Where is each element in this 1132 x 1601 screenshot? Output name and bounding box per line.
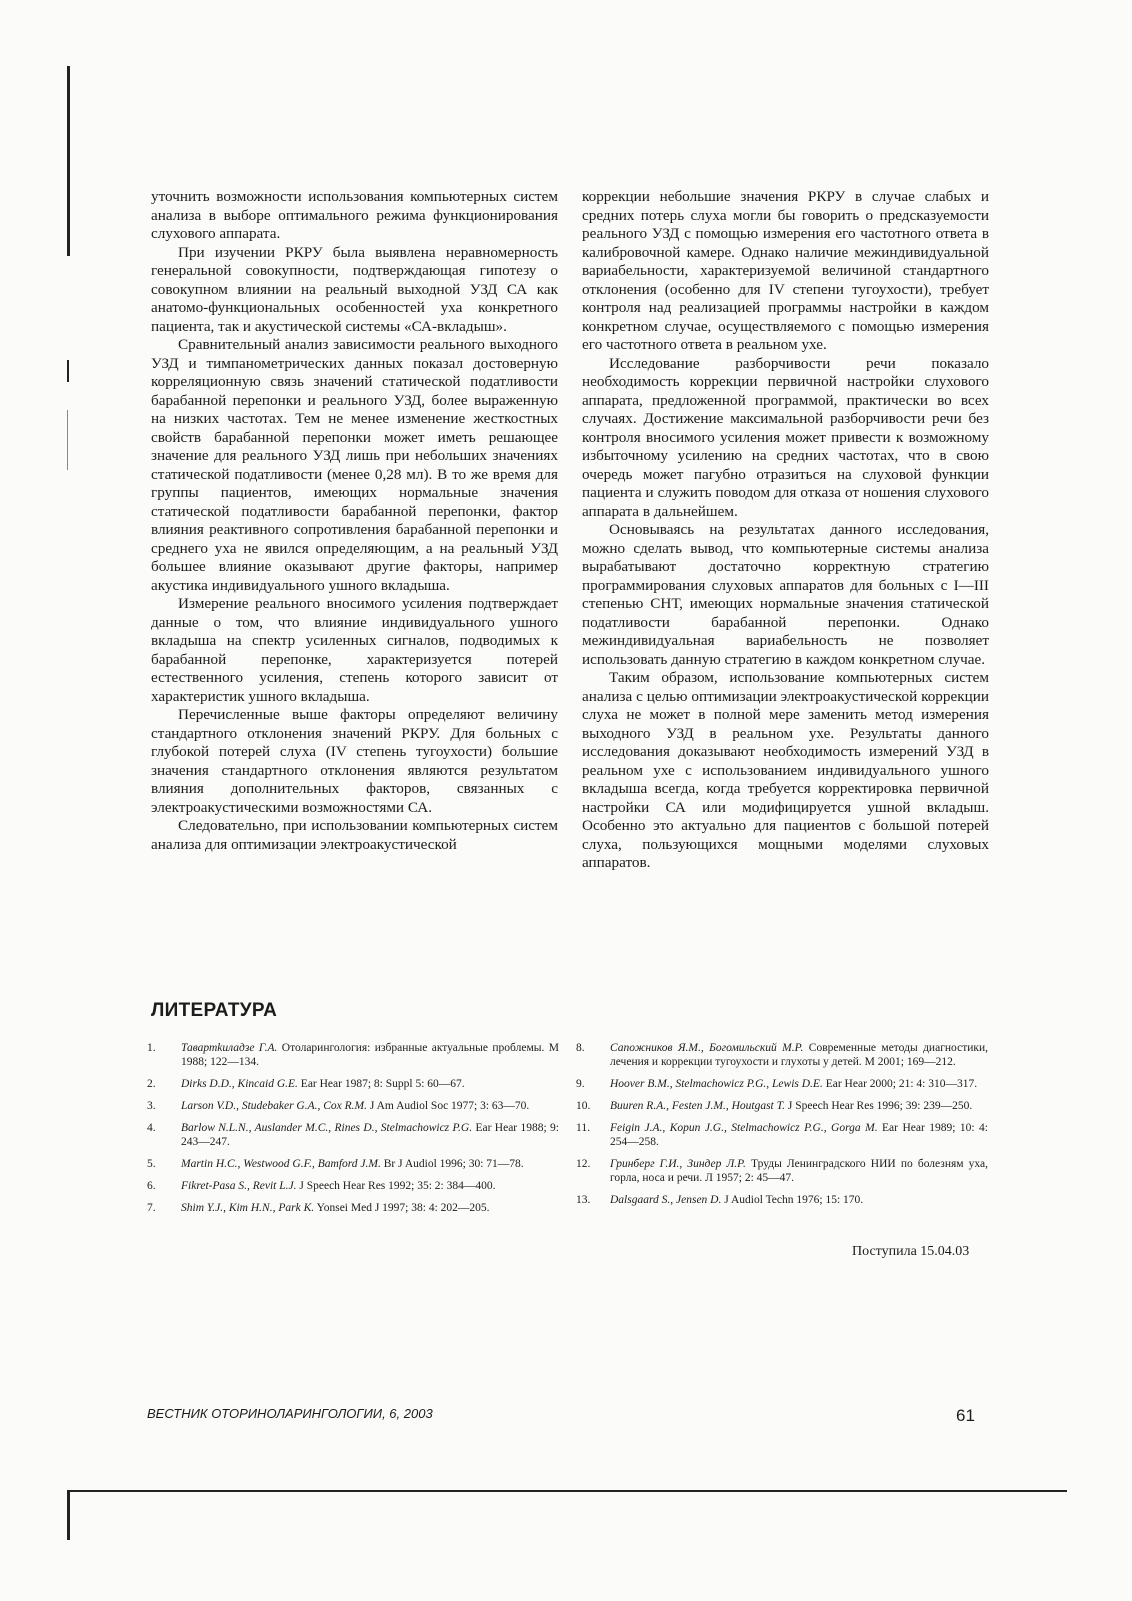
reference-item — [147, 1121, 559, 1149]
reference-item — [576, 1099, 988, 1113]
scan-mark-left-tick — [67, 360, 69, 382]
paragraph: уточнить возможности использования компьютерных систем анализа в выборе оптимального режима функционирования слухового аппарата. — [151, 188, 558, 242]
reference-number: 6. — [147, 1180, 156, 1192]
reference-number: 7. — [147, 1202, 156, 1214]
reference-number: 5. — [147, 1158, 156, 1170]
references-heading: ЛИТЕРАТУРА — [151, 1000, 278, 1021]
reference-source: Yonsei Med J 1997; 38: 4: 202—205. — [314, 1202, 490, 1214]
received-date: Поступила 15.04.03 — [852, 1244, 970, 1259]
reference-number: 8. — [576, 1042, 585, 1054]
reference-source: Br J Audiol 1996; 30: 71—78. — [380, 1158, 524, 1170]
page-number: 61 — [956, 1406, 975, 1425]
paragraph: При изучении РКРУ была выявлена неравномерность генеральной совокупности, подтверждающая гипотезу о совокупном влиянии на реальный выходной УЗД СА как анатомо-функциональных особенностей уха конкретного пациента, так и акустической системы «СА-вкладыш». — [151, 243, 558, 335]
reference-authors: Shim Y.J., Kim H.N., Park K. — [181, 1202, 315, 1214]
reference-authors: Barlow N.L.N., Auslander M.C., Rines D., Stelmachowicz P.G. — [181, 1122, 473, 1134]
reference-authors: Buuren R.A., Festen J.M., Houtgast T. — [610, 1100, 786, 1112]
reference-item — [576, 1193, 988, 1207]
reference-source: J Am Audiol Soc 1977; 3: 63—70. — [367, 1100, 530, 1112]
reference-item — [147, 1201, 559, 1215]
paragraph: Основываясь на результатах данного исследования, можно сделать вывод, что компьютерные системы анализа вырабатывают достаточно корректную стратегию программирования слуховых аппаратов для больных с I—III степенью СНТ, имеющих нормальные значения статической податливости барабанной перепонки. Однако межиндивидуальная вариабельность не позволяет использовать данную стратегию в каждом конкретном случае. — [582, 521, 989, 668]
reference-authors: Feigin J.A., Kopun J.G., Stelmachowicz P.G., Gorga M. — [610, 1122, 878, 1134]
reference-source: Ear Hear 1988; 9: 243—247. — [181, 1122, 559, 1148]
article-column-right — [582, 188, 989, 873]
reference-number: 3. — [147, 1100, 156, 1112]
reference-authors: Martin H.C., Westwood G.F., Bamford J.M. — [181, 1158, 381, 1170]
paragraph: коррекции небольшие значения РКРУ в случае слабых и средних потерь слуха могли бы говорить о предсказуемости реального УЗД с помощью измерения его частотного ответа в калибровочной камере. Однако наличие межиндивидуальной вариабельности, характеризуемой величиной стандартного отклонения (особенно для IV степени тугоухости), требует контроля над реализацией программы настройки в каждом конкретном случае, осуществляемого с помощью измерения его частотного ответа в реальном ухе. — [582, 188, 989, 353]
article-column-left — [151, 188, 558, 854]
reference-authors: Fikret-Pasa S., Revit L.J. — [181, 1180, 297, 1192]
paragraph: Исследование разборчивости речи показало необходимость коррекции первичной настройки слухового аппарата, предложенной программой, практически во всех случаях. Достижение максимальной разборчивости речи без контроля вносимого усиления может привести к возможному избыточному усилению на средних частотах, что в свою очередь может пагубно отразиться на слуховой функции пациента и служить поводом для отказа от ношения слухового аппарата в дальнейшем. — [582, 354, 989, 520]
reference-authors: Dalsgaard S., Jensen D. — [610, 1194, 722, 1206]
paragraph: Измерение реального вносимого усиления подтверждает данные о том, что влияние индивидуального ушного вкладыша на спектр усиленных сигналов, подводимых к барабанной перепонке, характеризуется потерей естественного усиления, степень которого зависит от характеристик ушного вкладыша. — [151, 595, 558, 705]
reference-source: Труды Ленинградского НИИ по болезням уха, горла, носа и речи. Л 1957; 2: 45—47. — [610, 1158, 988, 1184]
reference-source: J Speech Hear Res 1996; 39: 239—250. — [785, 1100, 973, 1112]
reference-item — [576, 1157, 988, 1185]
scan-mark-left-tick-2 — [67, 410, 68, 470]
scan-mark-left-bar — [67, 66, 70, 256]
reference-item — [147, 1099, 559, 1113]
reference-item — [576, 1121, 988, 1149]
reference-number: 11. — [576, 1122, 590, 1134]
reference-authors: Тавартkиладзе Г.А. — [181, 1042, 278, 1054]
reference-source: J Audiol Techn 1976; 15: 170. — [721, 1194, 864, 1206]
reference-number: 9. — [576, 1078, 585, 1090]
paragraph: Следовательно, при использовании компьютерных систем анализа для оптимизации электроакустической — [151, 817, 558, 853]
paragraph: Таким образом, использование компьютерных систем анализа с целью оптимизации электроакустической коррекции слуха не может в полной мере заменить метод измерения выходного УЗД в реальном ухе. Результаты данного исследования доказывают необходимость измерений УЗД в реальном ухе с использованием индивидуального ушного вкладыша всегда, когда требуется корректировка первичной настройки СА или модифицируется ушной вкладыш. Особенно это актуально для пациентов с большой потерей слуха, пользующихся мощными моделями слуховых аппаратов. — [582, 669, 989, 871]
journal-footer: ВЕСТНИК ОТОРИНОЛАРИНГОЛОГИИ, 6, 2003 — [147, 1406, 433, 1421]
reference-authors: Гринберг Г.И., Зиндер Л.Р. — [610, 1158, 746, 1170]
reference-authors: Larson V.D., Studebaker G.A., Cox R.M. — [181, 1100, 368, 1112]
paragraph: Сравнительный анализ зависимости реального выходного УЗД и тимпанометрических данных показал достоверную корреляционную связь значений статической податливости барабанной перепонки и реального УЗД, более выраженную на низких частотах. Тем не менее изменение жесткостных свойств барабанной перепонки может иметь решающее значение для реального УЗД лишь при небольших значениях статической податливости (менее 0,28 мл). В то же время для группы пациентов, имеющих нормальные значения статической податливости барабанной перепонки, фактор влияния реактивного сопротивления барабанной перепонки и среднего уха не явился определяющим, а на реальный УЗД большее влияние оказывают другие факторы, например акустика индивидуального ушного вкладыша. — [151, 336, 558, 594]
reference-item — [147, 1077, 559, 1091]
reference-item — [576, 1077, 988, 1091]
references-list-left — [147, 1041, 559, 1223]
reference-item — [147, 1157, 559, 1171]
reference-number: 1. — [147, 1042, 156, 1054]
reference-number: 13. — [576, 1194, 591, 1206]
reference-number: 12. — [576, 1158, 591, 1170]
reference-source: J Speech Hear Res 1992; 35: 2: 384—400. — [296, 1180, 496, 1192]
reference-item — [147, 1041, 559, 1069]
scan-mark-bottom-rule — [67, 1490, 1067, 1492]
scan-mark-bottom-bar — [67, 1490, 70, 1540]
reference-item — [576, 1041, 988, 1069]
reference-source: Ear Hear 1987; 8: Suppl 5: 60—67. — [297, 1078, 465, 1090]
references-list-right — [576, 1041, 988, 1215]
reference-authors: Сапожников Я.М., Богомильский М.Р. — [610, 1042, 804, 1054]
paragraph: Перечисленные выше факторы определяют величину стандартного отклонения значений РКРУ. Для больных с глубокой потерей слуха (IV степень тугоухости) большие значения стандартного отклонения являются результатом влияния дополнительных факторов, связанных с электроакустическими возможностями СА. — [151, 706, 558, 816]
reference-number: 10. — [576, 1100, 591, 1112]
reference-source: Ear Hear 1989; 10: 4: 254—258. — [610, 1122, 989, 1148]
reference-authors: Hoover B.M., Stelmachowicz P.G., Lewis D.E. — [610, 1078, 823, 1090]
reference-source: Отоларингология: избранные актуальные проблемы. М 1988; 122—134. — [181, 1042, 559, 1068]
reference-source: Современные методы диагностики, лечения и коррекции тугоухости и глухоты у детей. М 2001; 169—212. — [610, 1042, 988, 1068]
reference-number: 4. — [147, 1122, 156, 1134]
reference-number: 2. — [147, 1078, 156, 1090]
reference-source: Ear Hear 2000; 21: 4: 310—317. — [822, 1078, 978, 1090]
reference-authors: Dirks D.D., Kincaid G.E. — [181, 1078, 298, 1090]
reference-item — [147, 1179, 559, 1193]
